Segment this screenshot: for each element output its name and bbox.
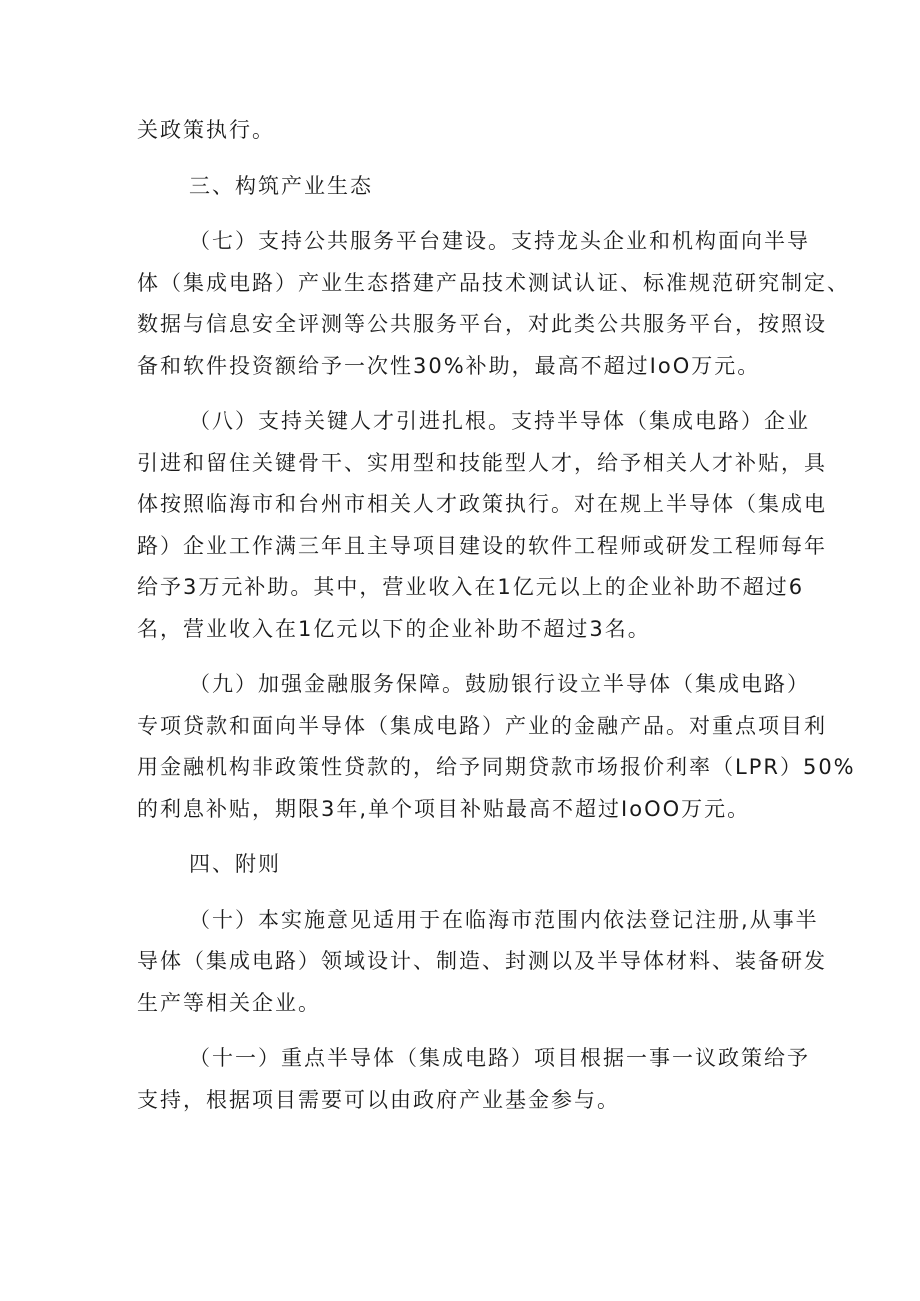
text-line: （十）本实施意见适用于在临海市范围内依法登记注册,从事半 [189, 907, 819, 932]
text-line: 给予3万元补助。其中，营业收入在1亿元以上的企业补助不超过6 [137, 575, 805, 599]
paragraph-10 [137, 900, 827, 1025]
heading-text: 四、附则 [189, 852, 281, 876]
text-line: 生产等相关企业。 [137, 990, 321, 1015]
text-line: 用金融机构非政策性贷款的，给予同期贷款市场报价利率（LPR）50% [137, 755, 856, 779]
text-line: （九）加强金融服务保障。鼓励银行设立半导体（集成电路） [189, 672, 810, 696]
text-line: 数据与信息安全评测等公共服务平台，对此类公共服务平台，按照设 [137, 312, 827, 336]
paragraph-9 [137, 664, 856, 830]
paragraph-11 [137, 1038, 810, 1121]
heading-text: 三、构筑产业生态 [189, 173, 373, 198]
section-heading-4 [137, 844, 792, 886]
text-line: 专项贷款和面向半导体（集成电路）产业的金融产品。对重点项目利 [137, 713, 827, 738]
text-line: 的利息补贴，期限3年,单个项目补贴最高不超过IoOO万元。 [137, 796, 751, 821]
paragraph-7 [137, 221, 850, 387]
text-line: （七）支持公共服务平台建设。支持龙头企业和机构面向半导 [189, 229, 810, 253]
text-line: 备和软件投资额给予一次性30%补助，最高不超过IoO万元。 [137, 353, 761, 378]
text-line: （十一）重点半导体（集成电路）项目根据一事一议政策给予 [189, 1046, 810, 1070]
paragraph-8 [137, 401, 827, 650]
text-line: 关政策执行。 [137, 118, 275, 142]
text-line: （八）支持关键人才引进扎根。支持半导体（集成电路）企业 [189, 409, 810, 433]
paragraph-continuation [137, 110, 792, 152]
text-line: 引进和留住关键骨干、实用型和技能型人才，给予相关人才补贴，具 [137, 450, 827, 475]
text-line: 支持，根据项目需要可以由政府产业基金参与。 [137, 1087, 620, 1112]
text-line: 体按照临海市和台州市相关人才政策执行。对在规上半导体（集成电 [137, 492, 827, 516]
section-heading-3 [137, 166, 792, 208]
document-body [137, 110, 856, 1121]
text-line: 路）企业工作满三年且主导项目建设的软件工程师或研发工程师每年 [137, 533, 827, 558]
text-line: 导体（集成电路）领域设计、制造、封测以及半导体材料、装备研发 [137, 949, 827, 973]
text-line: 名，营业收入在1亿元以下的企业补助不超过3名。 [137, 616, 651, 641]
text-line: 体（集成电路）产业生态搭建产品技术测试认证、标准规范研究制定、 [137, 270, 850, 295]
